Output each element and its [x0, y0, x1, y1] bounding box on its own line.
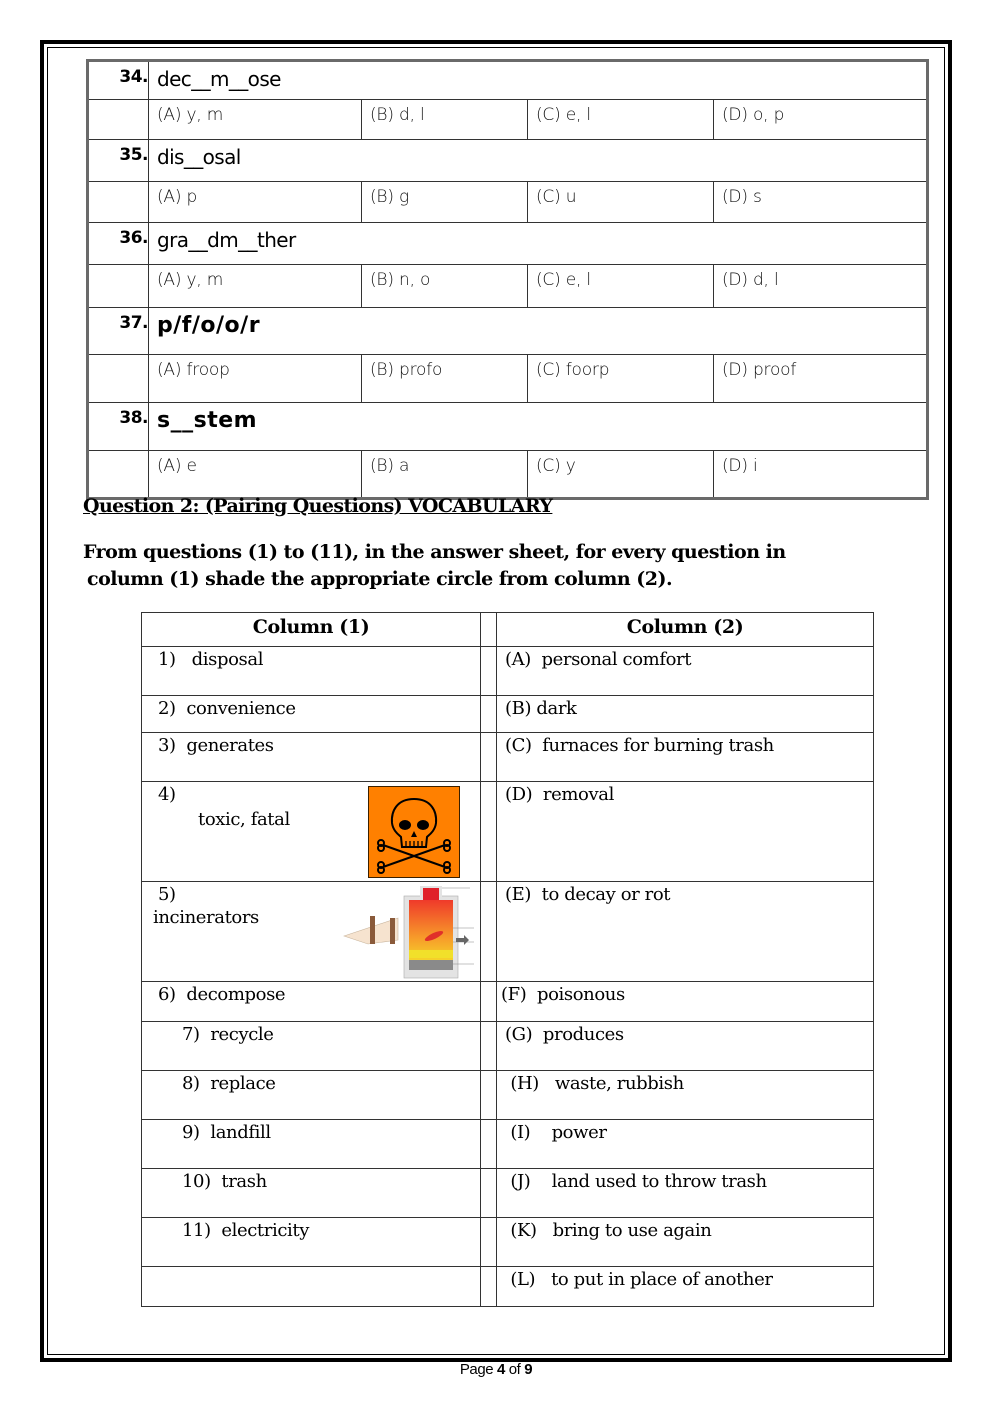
definition-cell: (K) bring to use again — [497, 1218, 874, 1267]
pairing-header-row — [142, 613, 874, 647]
question-row — [88, 140, 928, 182]
question-word: gra__dm__ther — [149, 223, 928, 265]
column-1-cell — [142, 1022, 481, 1071]
column-1-cell — [142, 782, 481, 882]
column-gap — [481, 1071, 497, 1120]
definition-cell: (I) power — [497, 1120, 874, 1169]
page-footer — [0, 1361, 992, 1378]
column-gap — [481, 1169, 497, 1218]
definition-cell: (G) produces — [497, 1022, 874, 1071]
pairing-row — [142, 982, 874, 1022]
term-text: toxic, fatal — [198, 809, 290, 830]
options-row — [88, 100, 928, 140]
pairing-row — [142, 1169, 874, 1218]
column-gap — [481, 696, 497, 733]
options-spacer — [88, 355, 149, 403]
definition-cell: (C) furnaces for burning trash — [497, 733, 874, 782]
column-1-cell — [142, 696, 481, 733]
column-gap — [481, 647, 497, 696]
option-b: (B) a — [362, 451, 528, 499]
column-1-cell — [142, 647, 481, 696]
option-b: (B) profo — [362, 355, 528, 403]
option-b: (B) d, l — [362, 100, 528, 140]
question-word: dec__m__ose — [149, 61, 928, 100]
question-number: 37. — [88, 308, 149, 355]
option-d: (D) s — [714, 182, 928, 223]
option-a: (A) p — [149, 182, 362, 223]
column-1-cell — [142, 733, 481, 782]
question-number: 35. — [88, 140, 149, 182]
page-current: 4 — [497, 1361, 505, 1378]
pairing-row — [142, 733, 874, 782]
question-row — [88, 223, 928, 265]
options-row — [88, 265, 928, 308]
option-a: (A) y, m — [149, 100, 362, 140]
column-gap — [481, 782, 497, 882]
question-number: 38. — [88, 403, 149, 451]
definition-cell: (D) removal — [497, 782, 874, 882]
definition-cell: (L) to put in place of another — [497, 1267, 874, 1307]
footer-prefix: Page — [459, 1361, 498, 1378]
question-row — [88, 308, 928, 355]
term-text: replace — [210, 1073, 276, 1094]
definition-cell: (H) waste, rubbish — [497, 1071, 874, 1120]
option-a: (A) froop — [149, 355, 362, 403]
question-word: p/f/o/o/r — [149, 308, 928, 355]
term-text: generates — [186, 735, 274, 756]
term-number: 11) — [182, 1220, 211, 1241]
option-c: (C) e, l — [528, 100, 714, 140]
term-number: 10) — [182, 1171, 211, 1192]
column-1-cell — [142, 982, 481, 1022]
question-word: dis__osal — [149, 140, 928, 182]
definition-cell: (F) poisonous — [497, 982, 874, 1022]
question-word: s__stem — [149, 403, 928, 451]
option-c: (C) u — [528, 182, 714, 223]
term-number: 2) — [158, 698, 176, 719]
column-1-cell — [142, 1120, 481, 1169]
term-text: disposal — [191, 649, 264, 670]
term-text: electricity — [221, 1220, 309, 1241]
column-gap — [481, 1218, 497, 1267]
pairing-row — [142, 1022, 874, 1071]
column-gap — [481, 1120, 497, 1169]
term-text: convenience — [186, 698, 296, 719]
column-1-cell — [142, 1071, 481, 1120]
definition-cell: (B) dark — [497, 696, 874, 733]
column-gap — [481, 882, 497, 982]
definition-cell: (J) land used to throw trash — [497, 1169, 874, 1218]
options-row — [88, 182, 928, 223]
term-number: 7) — [182, 1024, 200, 1045]
term-text: recycle — [210, 1024, 274, 1045]
options-spacer — [88, 451, 149, 499]
options-row — [88, 355, 928, 403]
question-number: 36. — [88, 223, 149, 265]
column-gap — [481, 982, 497, 1022]
term-number: 1) — [158, 649, 176, 670]
option-c: (C) e, l — [528, 265, 714, 308]
instructions-line-2: column (1) shade the appropriate circle from column (2). — [87, 568, 673, 590]
options-row — [88, 451, 928, 499]
option-c: (C) foorp — [528, 355, 714, 403]
pairing-row — [142, 1120, 874, 1169]
term-text: landfill — [210, 1122, 271, 1143]
pairing-row — [142, 647, 874, 696]
question-row — [88, 403, 928, 451]
option-d: (D) proof — [714, 355, 928, 403]
spelling-questions-table — [86, 59, 929, 500]
column-1-cell — [142, 882, 481, 982]
section-heading: Question 2: (Pairing Questions) VOCABULARY — [83, 495, 553, 517]
option-b: (B) n, o — [362, 265, 528, 308]
pairing-row — [142, 696, 874, 733]
term-number: 9) — [182, 1122, 200, 1143]
options-spacer — [88, 100, 149, 140]
footer-of: of — [504, 1361, 525, 1378]
page-total: 9 — [524, 1361, 533, 1378]
pairing-row — [142, 1071, 874, 1120]
question-number: 34. — [88, 61, 149, 100]
incinerator-diagram-image — [338, 884, 480, 980]
term-text: incinerators — [153, 907, 259, 928]
column-1-header: Column (1) — [142, 613, 481, 647]
column-gap — [481, 733, 497, 782]
definition-cell: (A) personal comfort — [497, 647, 874, 696]
term-number: 8) — [182, 1073, 200, 1094]
instructions — [83, 539, 843, 593]
option-b: (B) g — [362, 182, 528, 223]
skull-crossbones-icon — [368, 786, 460, 878]
column-gap — [481, 613, 497, 647]
term-text: decompose — [186, 984, 286, 1005]
column-gap — [481, 1267, 497, 1307]
term-number: 3) — [158, 735, 176, 756]
option-c: (C) y — [528, 451, 714, 499]
column-1-cell — [142, 1218, 481, 1267]
options-spacer — [88, 265, 149, 308]
pairing-row — [142, 1267, 874, 1307]
option-a: (A) e — [149, 451, 362, 499]
pairing-row — [142, 782, 874, 882]
instructions-line-1: From questions (1) to (11), in the answer sheet, for every question in — [83, 541, 786, 563]
pairing-table — [141, 612, 874, 1307]
pairing-row — [142, 882, 874, 982]
column-1-cell — [142, 1267, 481, 1307]
option-d: (D) d, l — [714, 265, 928, 308]
option-a: (A) y, m — [149, 265, 362, 308]
term-number: 5) — [158, 884, 176, 905]
term-number: 4) — [158, 784, 176, 805]
term-text: trash — [221, 1171, 267, 1192]
definition-cell: (E) to decay or rot — [497, 882, 874, 982]
term-number: 6) — [158, 984, 176, 1005]
column-1-cell — [142, 1169, 481, 1218]
question-row — [88, 61, 928, 100]
column-gap — [481, 1022, 497, 1071]
pairing-row — [142, 1218, 874, 1267]
option-d: (D) i — [714, 451, 928, 499]
column-2-header: Column (2) — [497, 613, 874, 647]
option-d: (D) o, p — [714, 100, 928, 140]
incinerator-diagram-svg — [338, 884, 480, 980]
skull-crossbones-svg — [369, 787, 459, 877]
options-spacer — [88, 182, 149, 223]
